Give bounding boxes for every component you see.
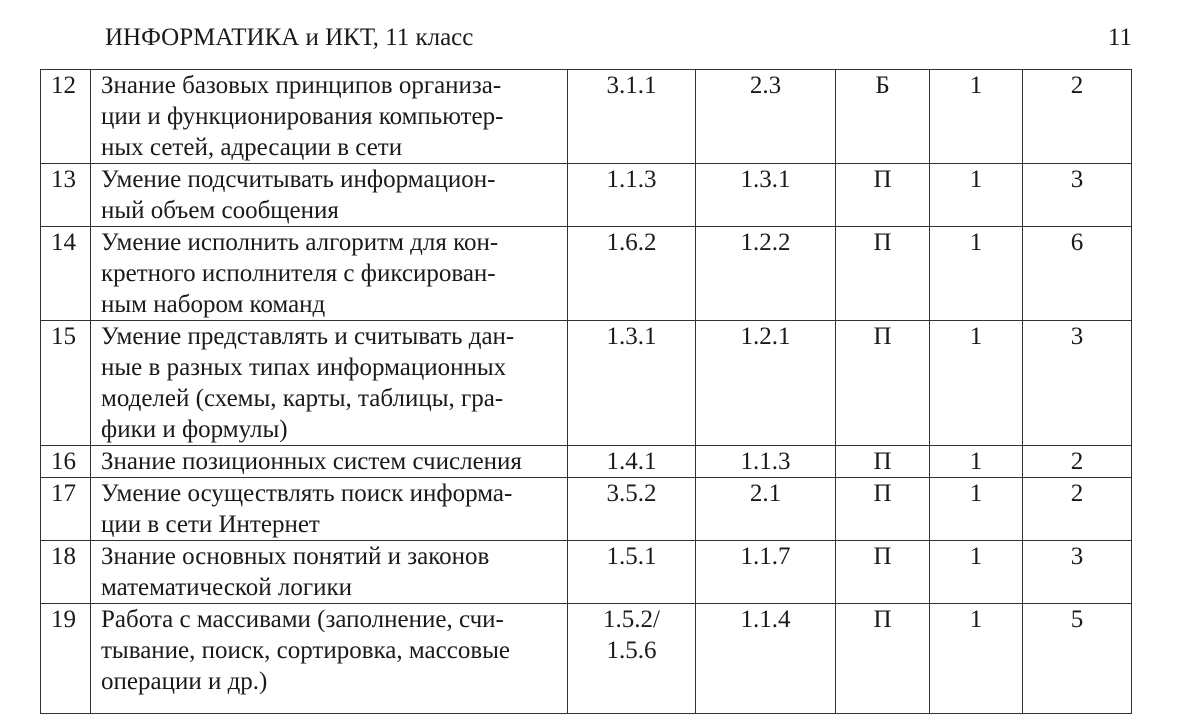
- task-number: 15: [41, 321, 91, 446]
- content-code: 1.1.3: [568, 164, 696, 227]
- task-number: 13: [41, 164, 91, 227]
- max-score: 1: [930, 321, 1023, 446]
- task-description: Знание основных понятий и законов математической логики: [91, 541, 568, 604]
- task-description: Умение исполнить алгоритм для кон- кретного исполнителя с фиксирован- ным набором команд: [91, 227, 568, 321]
- difficulty-level: П: [836, 541, 930, 604]
- max-score: 1: [930, 227, 1023, 321]
- max-score: 1: [930, 70, 1023, 164]
- max-score: 1: [930, 446, 1023, 478]
- time-minutes: 2: [1023, 70, 1132, 164]
- table-row: [41, 321, 1132, 446]
- task-number: 16: [41, 446, 91, 478]
- task-number: 17: [41, 478, 91, 541]
- max-score: 1: [930, 164, 1023, 227]
- content-code: 1.4.1: [568, 446, 696, 478]
- content-code: 3.1.1: [568, 70, 696, 164]
- time-minutes: 2: [1023, 446, 1132, 478]
- requirement-code: 2.1: [696, 478, 836, 541]
- task-description: Знание базовых принципов организа- ции и функционирования компьютер- ных сетей, адресации в сети: [91, 70, 568, 164]
- max-score: 1: [930, 541, 1023, 604]
- content-code: 1.6.2: [568, 227, 696, 321]
- content-code: 1.5.2/ 1.5.6: [568, 604, 696, 714]
- time-minutes: 2: [1023, 478, 1132, 541]
- time-minutes: 6: [1023, 227, 1132, 321]
- table-row: [41, 227, 1132, 321]
- requirement-code: 1.1.3: [696, 446, 836, 478]
- page-header-title: ИНФОРМАТИКА и ИКТ, 11 класс: [105, 24, 474, 51]
- time-minutes: 3: [1023, 541, 1132, 604]
- requirement-code: 2.3: [696, 70, 836, 164]
- table-row: [41, 541, 1132, 604]
- time-minutes: 5: [1023, 604, 1132, 714]
- difficulty-level: П: [836, 478, 930, 541]
- task-number: 12: [41, 70, 91, 164]
- content-code: 1.3.1: [568, 321, 696, 446]
- tasks-table: [40, 69, 1132, 714]
- difficulty-level: П: [836, 164, 930, 227]
- requirement-code: 1.3.1: [696, 164, 836, 227]
- table-row: [41, 70, 1132, 164]
- difficulty-level: П: [836, 321, 930, 446]
- requirement-code: 1.1.7: [696, 541, 836, 604]
- table-row: [41, 478, 1132, 541]
- difficulty-level: П: [836, 227, 930, 321]
- content-code: 3.5.2: [568, 478, 696, 541]
- requirement-code: 1.2.1: [696, 321, 836, 446]
- max-score: 1: [930, 478, 1023, 541]
- task-number: 19: [41, 604, 91, 714]
- task-number: 18: [41, 541, 91, 604]
- difficulty-level: Б: [836, 70, 930, 164]
- task-description: Знание позиционных систем счисления: [91, 446, 568, 478]
- max-score: 1: [930, 604, 1023, 714]
- difficulty-level: П: [836, 446, 930, 478]
- difficulty-level: П: [836, 604, 930, 714]
- table-row: [41, 604, 1132, 714]
- table-row: [41, 164, 1132, 227]
- time-minutes: 3: [1023, 321, 1132, 446]
- table-row: [41, 446, 1132, 478]
- requirement-code: 1.2.2: [696, 227, 836, 321]
- task-description: Работа с массивами (заполнение, счи- тывание, поиск, сортировка, массовые операции и др.): [91, 604, 568, 714]
- content-code: 1.5.1: [568, 541, 696, 604]
- task-number: 14: [41, 227, 91, 321]
- requirement-code: 1.1.4: [696, 604, 836, 714]
- task-description: Умение подсчитывать информацион- ный объем сообщения: [91, 164, 568, 227]
- page-number: 11: [1107, 24, 1132, 51]
- time-minutes: 3: [1023, 164, 1132, 227]
- task-description: Умение осуществлять поиск информа- ции в сети Интернет: [91, 478, 568, 541]
- task-description: Умение представлять и считывать дан- ные в разных типах информационных моделей (схемы, карты, таблицы, гра- фики и формулы): [91, 321, 568, 446]
